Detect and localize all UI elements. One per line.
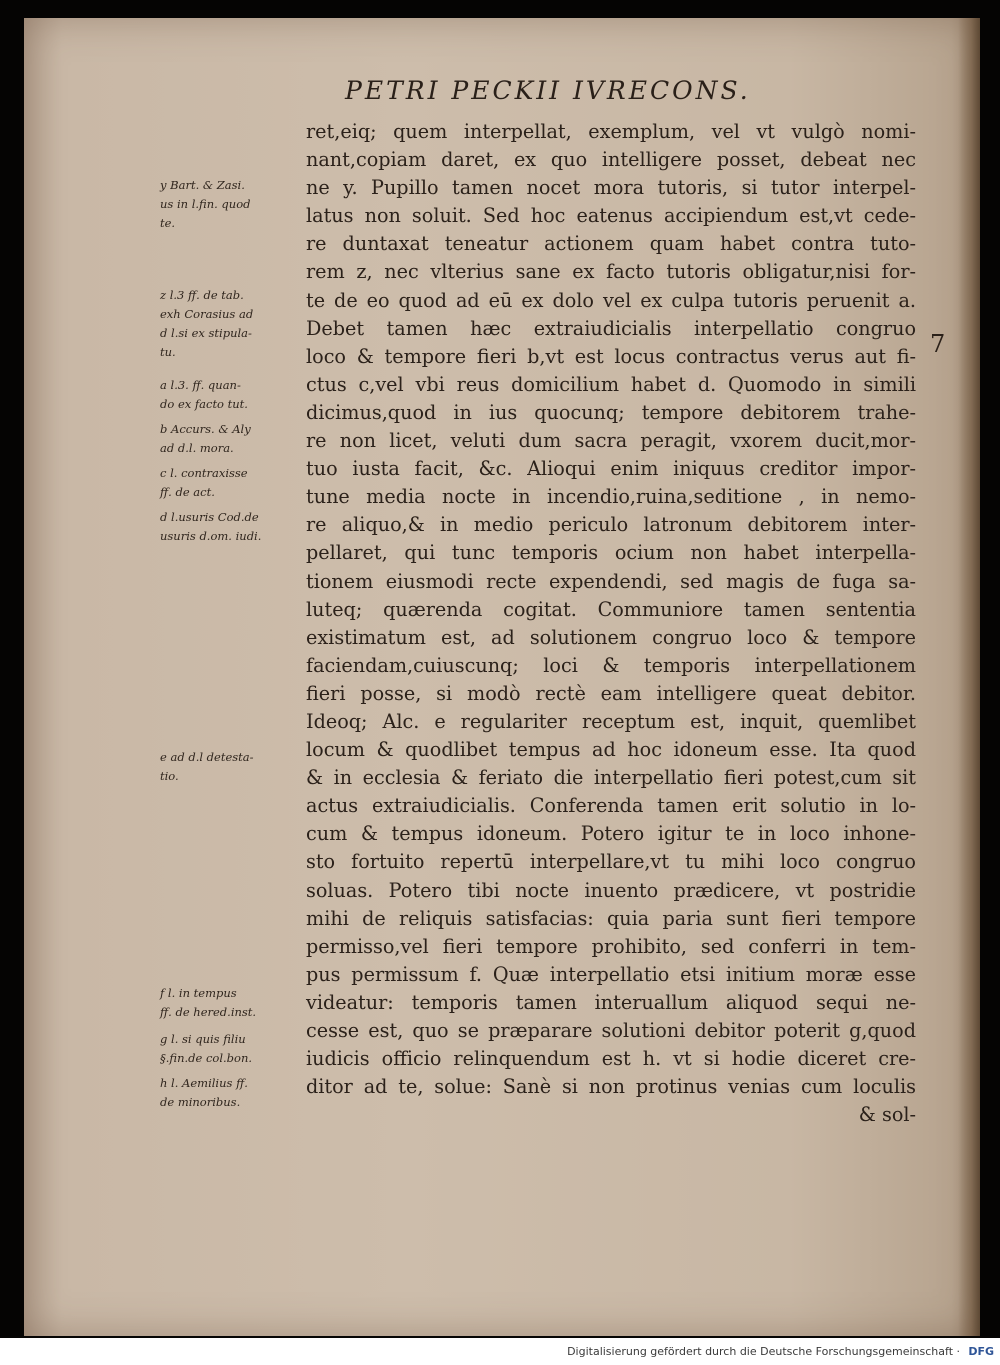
margin-note-line: tu. [160,345,176,359]
page-edge-shadow [958,18,980,1336]
body-line: luteq; quærenda cogitat. Communiore tamen sententia [306,597,916,621]
margin-note [160,748,335,786]
margin-note [160,376,335,414]
margin-note-line: usuris d.om. iudi. [160,529,262,543]
body-line: te de eo quod ad eū ex dolo vel ex culpa tutoris peruenit a. [306,288,916,312]
folio-number: 7 [930,330,946,358]
margin-note-line: exh Corasius ad [160,307,254,321]
margin-note-line: us in l.fin. quod [160,197,251,211]
margin-note-line: a l.3. ff. quan- [160,378,241,392]
margin-note-line: ad d.l. mora. [160,441,234,455]
body-line: tionem eiusmodi recte expendendi, sed magis de fuga sa- [306,569,916,593]
dfg-logo: DFG [968,1345,994,1358]
body-line: dicimus,quod in ius quocunq; tempore debitorem trahe- [306,400,916,424]
body-line: fieri posse, si modò rectè eam intelligere queat debitor. [306,681,916,705]
body-line: tuo iusta facit, &c. Alioqui enim iniquus creditor impor- [306,457,916,481]
body-line: iudicis officio relinquendum est h. vt si hodie diceret cre- [306,1047,916,1071]
margin-note-line: d l.si ex stipula- [160,326,252,340]
body-line: Ideoq; Alc. e regulariter receptum est, inquit, quemlibet [306,709,916,733]
margin-note-line: f l. in tempus [160,986,237,1000]
body-line: mihi de reliquis satisfacias: quia paria sunt fieri tempore [306,906,916,930]
margin-note [160,1030,335,1068]
margin-note [160,464,335,502]
body-line: pus permissum f. Quæ interpellatio etsi initium moræ esse [306,962,916,986]
margin-note [160,1074,335,1112]
margin-note-line: de minoribus. [160,1095,241,1109]
margin-note-line: ff. de hered.inst. [160,1005,257,1019]
body-line: pellaret, qui tunc temporis ocium non habet interpella- [306,541,916,565]
margin-note [160,420,335,458]
margin-note-line: z l.3 ff. de tab. [160,288,244,302]
margin-note-line: d l.usuris Cod.de [160,510,259,524]
body-line: re duntaxat teneatur actionem quam habet contra tuto- [306,232,916,256]
margin-note-line: y Bart. & Zasi. [160,178,245,192]
margin-note [160,984,335,1022]
margin-note-line: do ex facto tut. [160,397,248,411]
body-line: latus non soluit. Sed hoc eatenus accipiendum est,vt cede- [306,204,916,228]
body-line: re non licet, veluti dum sacra peragit, vxorem ducit,mor- [306,429,916,453]
body-line: soluas. Potero tibi nocte inuento prædicere, vt postridie [306,878,916,902]
body-line: cesse est, quo se præparare solutioni debitor poterit g,quod [306,1019,916,1042]
footer-credit: Digitalisierung gefördert durch die Deutsche Forschungsgemeinschaft · [567,1345,960,1358]
body-line: sto fortuito repertū interpellare,vt tu mihi loco congruo [306,850,916,874]
body-text [306,118,916,1129]
margin-note [160,176,335,233]
margin-note-line: ff. de act. [160,485,215,499]
body-line: locum & quodlibet tempus ad hoc idoneum esse. Ita quod [306,738,916,762]
body-line: actus extraiudicialis. Conferenda tamen erit solutio in lo- [306,794,916,818]
footer-bar [0,1338,1000,1365]
body-line: loco & tempore fieri b,vt est locus contractus verus aut fi- [306,344,916,368]
margin-note-line: e ad d.l detesta- [160,750,254,764]
running-head: PETRI PECKII IVRECONS. [345,76,751,105]
margin-note-line: g l. si quis filiu [160,1032,246,1046]
margin-note-line: c l. contraxisse [160,466,248,480]
margin-note-line: h l. Aemilius ff. [160,1076,248,1090]
body-line: cum & tempus idoneum. Potero igitur te in loco inhone- [306,822,916,846]
body-line: ret,eiq; quem interpellat, exemplum, vel vt vulgò nomi- [306,120,916,143]
body-line: ditor ad te, solue: Sanè si non protinus venias cum loculis [306,1075,916,1099]
body-line: tune media nocte in incendio,ruina,seditione , in nemo- [306,485,916,509]
body-line: existimatum est, ad solutionem congruo loco & tempore [306,625,916,649]
body-line: rem z, nec vlterius sane ex facto tutoris obligatur,nisi for- [306,260,916,284]
body-line: Debet tamen hæc extraiudicialis interpellatio congruo [306,316,916,340]
body-line: faciendam,cuiuscunq; loci & temporis interpellationem [306,653,916,677]
margin-note-line: tio. [160,769,179,783]
margin-note-line: b Accurs. & Aly [160,422,251,436]
body-line: & sol- [858,1103,916,1127]
body-line: nant,copiam daret, ex quo intelligere posset, debeat nec [306,148,916,172]
body-line: permisso,vel fieri tempore prohibito, sed conferri in tem- [306,934,916,958]
body-line: ne y. Pupillo tamen nocet mora tutoris, si tutor interpel- [306,176,916,200]
body-line: re aliquo,& in medio periculo latronum debitorem inter- [306,513,916,537]
margin-note-line: §.fin.de col.bon. [160,1051,253,1065]
margin-note [160,508,335,546]
body-line: & in ecclesia & feriato die interpellatio fieri potest,cum sit [306,766,916,790]
margin-note [160,286,335,362]
body-line: videatur: temporis tamen interuallum aliquod sequi ne- [306,990,916,1014]
body-line: ctus c,vel vbi reus domicilium habet d. Quomodo in simili [306,372,916,396]
margin-note-line: te. [160,216,176,230]
